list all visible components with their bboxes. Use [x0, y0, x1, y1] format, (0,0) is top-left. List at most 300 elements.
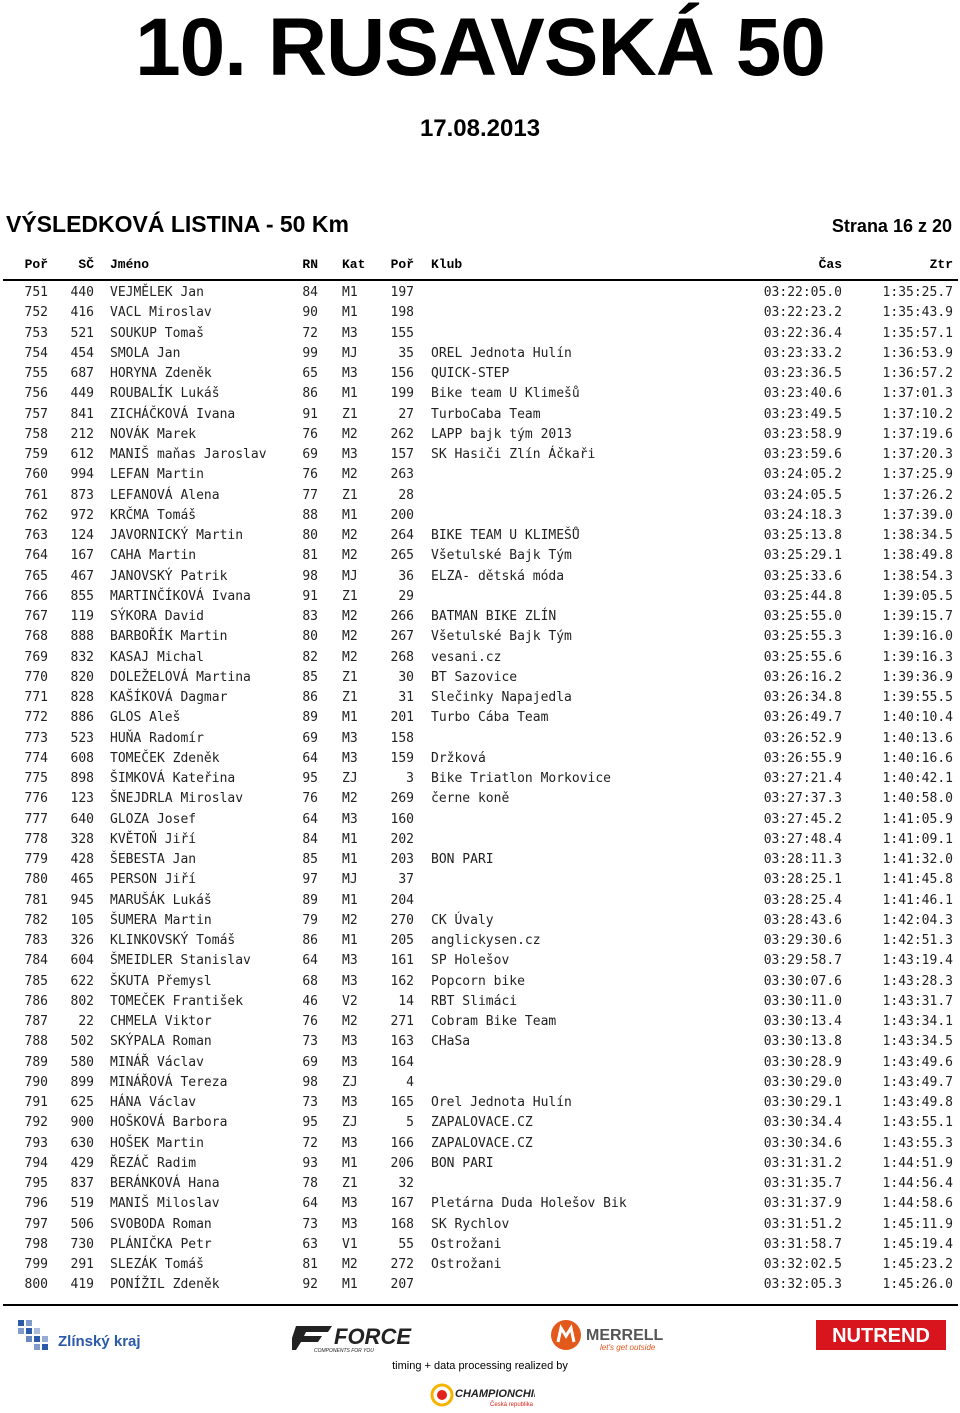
cell-gap: 1:40:13.6 — [882, 730, 953, 746]
cell-name: GLOZA Josef — [110, 811, 197, 827]
cell-time: 03:31:58.7 — [763, 1236, 842, 1252]
cell-category: M1 — [342, 285, 358, 300]
cell-category: M3 — [342, 1054, 358, 1070]
col-header-name: Jméno — [110, 257, 150, 272]
cell-time: 03:30:34.4 — [763, 1115, 842, 1131]
cell-start-number: 429 — [70, 1155, 94, 1171]
cell-category-position: 207 — [390, 1277, 414, 1293]
svg-text:let's get outside: let's get outside — [600, 1343, 656, 1352]
cell-category: MJ — [342, 345, 358, 361]
cell-category-position: 161 — [390, 953, 414, 969]
cell-gap: 1:36:57.2 — [882, 366, 953, 381]
cell-gap: 1:43:55.1 — [882, 1115, 953, 1131]
table-row — [0, 324, 960, 344]
table-row — [0, 911, 960, 931]
cell-start-number: 521 — [70, 325, 94, 341]
cell-time: 03:23:49.5 — [763, 406, 842, 422]
cell-time: 03:30:13.8 — [763, 1034, 842, 1050]
cell-club: BT Sazovice — [431, 669, 518, 685]
cell-gap: 1:43:55.3 — [882, 1135, 953, 1151]
cell-name: MANIŠ Miloslav — [110, 1196, 220, 1212]
cell-category-position: 264 — [390, 528, 414, 543]
cell-time: 03:31:37.9 — [763, 1196, 842, 1212]
timing-credit: timing + data processing realized by — [392, 1360, 568, 1372]
cell-position: 785 — [24, 973, 48, 989]
cell-start-number: 608 — [70, 750, 94, 766]
table-row — [0, 749, 960, 769]
cell-club: Ostrožani — [431, 1236, 502, 1252]
table-row — [0, 283, 960, 303]
cell-time: 03:30:07.6 — [763, 973, 842, 989]
cell-time: 03:32:05.3 — [763, 1277, 842, 1293]
cell-category-position: 166 — [390, 1135, 414, 1151]
cell-time: 03:29:58.7 — [763, 953, 842, 969]
table-row — [0, 445, 960, 465]
cell-position: 793 — [24, 1135, 48, 1151]
cell-name: BARBOŘÍK Martin — [110, 629, 228, 645]
cell-club: Bike team U Klimešů — [431, 386, 580, 402]
cell-category-position: 198 — [390, 305, 414, 321]
cell-category: M2 — [342, 609, 358, 624]
cell-club: Turbo Cába Team — [431, 710, 549, 726]
cell-name: LEFAN Martin — [110, 467, 204, 483]
header-divider — [3, 279, 958, 281]
cell-name: SVOBODA Roman — [110, 1216, 212, 1232]
cell-position: 778 — [24, 831, 48, 847]
cell-name: VEJMĚLEK Jan — [110, 285, 204, 300]
cell-category-position: 32 — [398, 1176, 414, 1191]
cell-club: CK Úvaly — [431, 912, 494, 928]
cell-start-number: 506 — [70, 1216, 94, 1232]
cell-birth-year: 86 — [302, 690, 318, 705]
cell-club: Popcorn bike — [431, 973, 525, 989]
cell-name: MARUŠÁK Lukáš — [110, 892, 212, 908]
cell-birth-year: 64 — [302, 1196, 318, 1212]
cell-category-position: 31 — [398, 690, 414, 705]
cell-category-position: 203 — [390, 852, 414, 867]
cell-category-position: 164 — [390, 1054, 414, 1070]
cell-category-position: 200 — [390, 507, 414, 523]
cell-name: MARTINČÍKOVÁ Ivana — [110, 588, 251, 604]
cell-category-position: 268 — [390, 649, 414, 665]
cell-name: ŠEBESTA Jan — [110, 852, 197, 867]
cell-start-number: 945 — [70, 892, 94, 908]
cell-time: 03:30:11.0 — [763, 993, 842, 1009]
cell-gap: 1:40:16.6 — [882, 750, 953, 766]
cell-name: KVĚTOŇ Jiří — [110, 831, 197, 847]
cell-category-position: 197 — [390, 285, 414, 300]
cell-birth-year: 76 — [302, 467, 318, 483]
table-row — [0, 1134, 960, 1154]
cell-category: M3 — [342, 325, 358, 341]
cell-time: 03:23:59.6 — [763, 447, 842, 462]
cell-birth-year: 95 — [302, 771, 318, 786]
cell-birth-year: 98 — [302, 1074, 318, 1090]
cell-name: HUŇA Radomír — [110, 730, 204, 746]
cell-position: 782 — [24, 912, 48, 928]
cell-birth-year: 64 — [302, 953, 318, 969]
cell-club: SK Hasiči Zlín Áčkaři — [431, 447, 596, 462]
cell-name: ROUBALÍK Lukáš — [110, 386, 220, 402]
cell-position: 798 — [24, 1236, 48, 1252]
cell-gap: 1:43:49.8 — [882, 1095, 953, 1110]
cell-category: M2 — [342, 791, 358, 807]
cell-start-number: 841 — [70, 406, 94, 422]
cell-start-number: 123 — [70, 791, 94, 807]
cell-birth-year: 65 — [302, 366, 318, 381]
force-logo — [292, 1320, 442, 1354]
cell-birth-year: 64 — [302, 811, 318, 827]
cell-time: 03:22:23.2 — [763, 305, 842, 321]
cell-time: 03:28:43.6 — [763, 912, 842, 928]
cell-category-position: 157 — [390, 447, 414, 462]
cell-position: 772 — [24, 710, 48, 726]
cell-category-position: 262 — [390, 426, 414, 442]
cell-category: M2 — [342, 426, 358, 442]
table-row — [0, 587, 960, 607]
cell-category: Z1 — [342, 669, 358, 685]
cell-time: 03:32:02.5 — [763, 1257, 842, 1272]
cell-start-number: 454 — [70, 345, 94, 361]
cell-start-number: 416 — [70, 305, 94, 321]
cell-category: Z1 — [342, 1176, 358, 1191]
cell-name: HOŠKOVÁ Barbora — [110, 1115, 228, 1131]
table-row — [0, 607, 960, 627]
cell-name: PONÍŽIL Zdeněk — [110, 1277, 220, 1293]
cell-position: 777 — [24, 811, 48, 827]
cell-category: ZJ — [342, 771, 358, 786]
cell-category: M3 — [342, 811, 358, 827]
cell-category: M3 — [342, 1034, 358, 1050]
cell-category: V2 — [342, 993, 358, 1009]
cell-club: Slečinky Napajedla — [431, 690, 572, 705]
table-row — [0, 810, 960, 830]
cell-category: M1 — [342, 386, 358, 402]
cell-birth-year: 86 — [302, 933, 318, 948]
cell-category-position: 263 — [390, 467, 414, 483]
cell-name: HORYNA Zdeněk — [110, 366, 212, 381]
table-row — [0, 303, 960, 323]
col-header-gap: Ztr — [929, 257, 953, 272]
cell-category-position: 158 — [390, 730, 414, 746]
cell-birth-year: 97 — [302, 872, 318, 888]
page-indicator: Strana 16 z 20 — [831, 216, 952, 236]
cell-time: 03:30:28.9 — [763, 1054, 842, 1070]
cell-start-number: 604 — [70, 953, 94, 969]
cell-name: LEFANOVÁ Alena — [110, 487, 220, 503]
cell-gap: 1:39:15.7 — [882, 609, 953, 624]
cell-gap: 1:38:49.8 — [882, 548, 953, 564]
cell-category: ZJ — [342, 1074, 358, 1090]
cell-name: JAVORNICKÝ Martin — [110, 528, 244, 543]
cell-gap: 1:39:36.9 — [882, 669, 953, 685]
cell-category-position: 265 — [390, 548, 414, 564]
cell-birth-year: 88 — [302, 507, 318, 523]
cell-gap: 1:38:54.3 — [882, 568, 953, 584]
event-date: 17.08.2013 — [419, 115, 541, 142]
cell-category-position: 55 — [398, 1236, 414, 1252]
cell-position: 783 — [24, 933, 48, 948]
cell-start-number: 612 — [70, 447, 94, 462]
cell-time: 03:27:21.4 — [763, 771, 842, 786]
col-header-birth-year: RN — [302, 257, 318, 272]
cell-gap: 1:37:39.0 — [882, 507, 953, 523]
cell-name: KRČMA Tomáš — [110, 507, 197, 523]
cell-start-number: 328 — [70, 831, 94, 847]
cell-category: Z1 — [342, 487, 358, 503]
cell-start-number: 22 — [78, 1014, 94, 1029]
cell-position: 760 — [24, 467, 48, 483]
cell-club: LAPP bajk tým 2013 — [431, 426, 572, 442]
cell-birth-year: 76 — [302, 1014, 318, 1029]
cell-club: SK Rychlov — [431, 1216, 510, 1232]
cell-club: ZAPALOVACE.CZ — [431, 1115, 533, 1131]
cell-position: 758 — [24, 426, 48, 442]
svg-text:MERRELL: MERRELL — [586, 1327, 664, 1344]
cell-time: 03:31:31.2 — [763, 1155, 842, 1171]
cell-gap: 1:45:23.2 — [882, 1257, 953, 1272]
cell-position: 775 — [24, 771, 48, 786]
cell-start-number: 291 — [70, 1257, 94, 1272]
cell-birth-year: 85 — [302, 669, 318, 685]
cell-time: 03:28:25.4 — [763, 892, 842, 908]
table-row — [0, 668, 960, 688]
cell-gap: 1:43:19.4 — [882, 953, 953, 969]
cell-time: 03:26:34.8 — [763, 690, 842, 705]
cell-birth-year: 84 — [302, 831, 318, 847]
cell-category-position: 201 — [390, 710, 414, 726]
cell-name: KLINKOVSKÝ Tomáš — [110, 933, 236, 948]
cell-name: CHMELA Viktor — [110, 1014, 212, 1029]
cell-time: 03:30:34.6 — [763, 1135, 842, 1151]
cell-position: 780 — [24, 872, 48, 888]
cell-club: ELZA- dětská móda — [431, 568, 565, 584]
cell-birth-year: 93 — [302, 1155, 318, 1171]
cell-position: 789 — [24, 1054, 48, 1070]
cell-time: 03:25:44.8 — [763, 588, 842, 604]
cell-position: 796 — [24, 1196, 48, 1212]
cell-category: M3 — [342, 953, 358, 969]
cell-club: CHaSa — [431, 1034, 471, 1050]
cell-gap: 1:39:05.5 — [882, 588, 953, 604]
cell-club: anglickysen.cz — [431, 933, 541, 948]
cell-start-number: 502 — [70, 1034, 94, 1050]
table-row — [0, 830, 960, 850]
cell-club: QUICK-STEP — [431, 366, 510, 381]
cell-birth-year: 77 — [302, 487, 318, 503]
table-row — [0, 1154, 960, 1174]
cell-position: 799 — [24, 1257, 48, 1272]
cell-birth-year: 72 — [302, 325, 318, 341]
cell-gap: 1:39:55.5 — [882, 690, 953, 705]
cell-position: 757 — [24, 406, 48, 422]
table-header-row — [0, 255, 960, 275]
cell-gap: 1:40:58.0 — [882, 791, 953, 807]
cell-gap: 1:37:25.9 — [882, 467, 953, 483]
cell-birth-year: 69 — [302, 730, 318, 746]
cell-start-number: 900 — [70, 1115, 94, 1131]
cell-start-number: 465 — [70, 872, 94, 888]
cell-gap: 1:37:26.2 — [882, 487, 953, 503]
table-row — [0, 465, 960, 485]
cell-name: MINÁŘOVÁ Tereza — [110, 1074, 228, 1090]
svg-text:Česká republika: Česká republika — [490, 1402, 534, 1408]
cell-time: 03:22:36.4 — [763, 325, 842, 341]
cell-time: 03:23:33.2 — [763, 345, 842, 361]
cell-birth-year: 68 — [302, 973, 318, 989]
cell-time: 03:27:48.4 — [763, 831, 842, 847]
svg-text:FORCE: FORCE — [334, 1324, 411, 1349]
cell-position: 774 — [24, 750, 48, 766]
cell-club: BON PARI — [431, 852, 494, 867]
cell-time: 03:29:30.6 — [763, 933, 842, 948]
table-row — [0, 951, 960, 971]
cell-category-position: 28 — [398, 487, 414, 503]
table-row — [0, 972, 960, 992]
cell-position: 791 — [24, 1095, 48, 1110]
cell-category-position: 199 — [390, 386, 414, 402]
cell-birth-year: 91 — [302, 588, 318, 604]
table-row — [0, 546, 960, 566]
cell-birth-year: 98 — [302, 568, 318, 584]
table-row — [0, 992, 960, 1012]
cell-time: 03:26:52.9 — [763, 730, 842, 746]
table-row — [0, 648, 960, 668]
cell-category: M2 — [342, 528, 358, 543]
cell-time: 03:27:45.2 — [763, 811, 842, 827]
table-row — [0, 931, 960, 951]
cell-category-position: 167 — [390, 1196, 414, 1212]
cell-start-number: 519 — [70, 1196, 94, 1212]
cell-category-position: 156 — [390, 366, 414, 381]
cell-gap: 1:39:16.0 — [882, 629, 953, 645]
table-row — [0, 708, 960, 728]
cell-category: MJ — [342, 568, 358, 584]
cell-name: ŠIMKOVÁ Kateřina — [110, 771, 236, 786]
cell-category: M3 — [342, 750, 358, 766]
results-table-body — [0, 283, 960, 1296]
cell-start-number: 630 — [70, 1135, 94, 1151]
cell-position: 795 — [24, 1176, 48, 1191]
table-row — [0, 1093, 960, 1113]
cell-birth-year: 91 — [302, 406, 318, 422]
table-row — [0, 1174, 960, 1194]
nutrend-logo — [816, 1320, 946, 1350]
cell-position: 768 — [24, 629, 48, 645]
cell-birth-year: 89 — [302, 710, 318, 726]
cell-time: 03:28:25.1 — [763, 872, 842, 888]
cell-club: Držková — [431, 750, 486, 766]
cell-time: 03:26:55.9 — [763, 750, 842, 766]
cell-position: 761 — [24, 487, 48, 503]
svg-text:CHAMPIONCHIP: CHAMPIONCHIP — [455, 1388, 535, 1400]
results-sheet-title: VÝSLEDKOVÁ LISTINA - 50 Km — [6, 211, 349, 237]
cell-time: 03:23:36.5 — [763, 366, 842, 381]
cell-gap: 1:37:20.3 — [882, 447, 953, 462]
table-row — [0, 1032, 960, 1052]
cell-gap: 1:35:25.7 — [882, 285, 953, 300]
cell-club: Bike Triatlon Morkovice — [431, 771, 612, 786]
cell-position: 770 — [24, 669, 48, 685]
cell-name: SOUKUP Tomaš — [110, 325, 204, 341]
cell-start-number: 994 — [70, 467, 94, 483]
cell-birth-year: 63 — [302, 1236, 318, 1252]
table-row — [0, 364, 960, 384]
cell-gap: 1:44:56.4 — [882, 1176, 953, 1191]
table-bottom-divider — [3, 1304, 958, 1306]
table-row — [0, 850, 960, 870]
championchip-logo — [430, 1382, 535, 1408]
cell-time: 03:23:58.9 — [763, 426, 842, 442]
cell-gap: 1:45:19.4 — [882, 1236, 953, 1252]
cell-gap: 1:42:51.3 — [882, 933, 953, 948]
cell-club: OREL Jednota Hulín — [431, 345, 572, 361]
cell-start-number: 730 — [70, 1236, 94, 1252]
cell-position: 797 — [24, 1216, 48, 1232]
cell-name: ZICHÁČKOVÁ Ivana — [110, 406, 236, 422]
cell-category: M3 — [342, 1216, 358, 1232]
cell-category: M3 — [342, 366, 358, 381]
table-row — [0, 1012, 960, 1032]
cell-gap: 1:37:19.6 — [882, 426, 953, 442]
cell-time: 03:26:49.7 — [763, 710, 842, 726]
table-row — [0, 870, 960, 890]
cell-category: M2 — [342, 548, 358, 564]
cell-category-position: 3 — [406, 771, 414, 786]
cell-position: 753 — [24, 325, 48, 341]
cell-gap: 1:36:53.9 — [882, 345, 953, 361]
cell-gap: 1:35:43.9 — [882, 305, 953, 321]
table-row — [0, 425, 960, 445]
cell-start-number: 972 — [70, 507, 94, 523]
cell-category: M2 — [342, 912, 358, 928]
table-row — [0, 405, 960, 425]
cell-name: PLÁNIČKA Petr — [110, 1236, 212, 1252]
sponsor-footer — [0, 1310, 960, 1411]
cell-club: ZAPALOVACE.CZ — [431, 1135, 533, 1151]
cell-gap: 1:42:04.3 — [882, 912, 953, 928]
cell-time: 03:23:40.6 — [763, 386, 842, 402]
cell-time: 03:25:13.8 — [763, 528, 842, 543]
table-row — [0, 627, 960, 647]
cell-start-number: 899 — [70, 1074, 94, 1090]
cell-gap: 1:41:45.8 — [882, 872, 953, 888]
cell-birth-year: 69 — [302, 1054, 318, 1070]
cell-time: 03:25:29.1 — [763, 548, 842, 564]
cell-gap: 1:43:31.7 — [882, 993, 953, 1009]
cell-birth-year: 76 — [302, 791, 318, 807]
table-row — [0, 486, 960, 506]
cell-name: SÝKORA David — [110, 609, 204, 624]
cell-time: 03:25:55.3 — [763, 629, 842, 645]
cell-category: MJ — [342, 872, 358, 888]
table-row — [0, 1194, 960, 1214]
cell-position: 754 — [24, 345, 48, 361]
cell-time: 03:31:35.7 — [763, 1176, 842, 1191]
cell-time: 03:30:13.4 — [763, 1014, 842, 1029]
cell-category-position: 14 — [398, 993, 414, 1009]
cell-name: HÁNA Václav — [110, 1095, 197, 1110]
col-header-position: Poř — [24, 257, 48, 272]
cell-club: Cobram Bike Team — [431, 1014, 557, 1029]
cell-category-position: 162 — [390, 973, 414, 989]
merrell-logo — [550, 1318, 680, 1354]
cell-time: 03:25:55.0 — [763, 609, 842, 624]
cell-name: DOLEŽELOVÁ Martina — [110, 669, 251, 685]
cell-birth-year: 73 — [302, 1216, 318, 1232]
cell-category: M1 — [342, 852, 358, 867]
cell-category: M1 — [342, 933, 358, 948]
